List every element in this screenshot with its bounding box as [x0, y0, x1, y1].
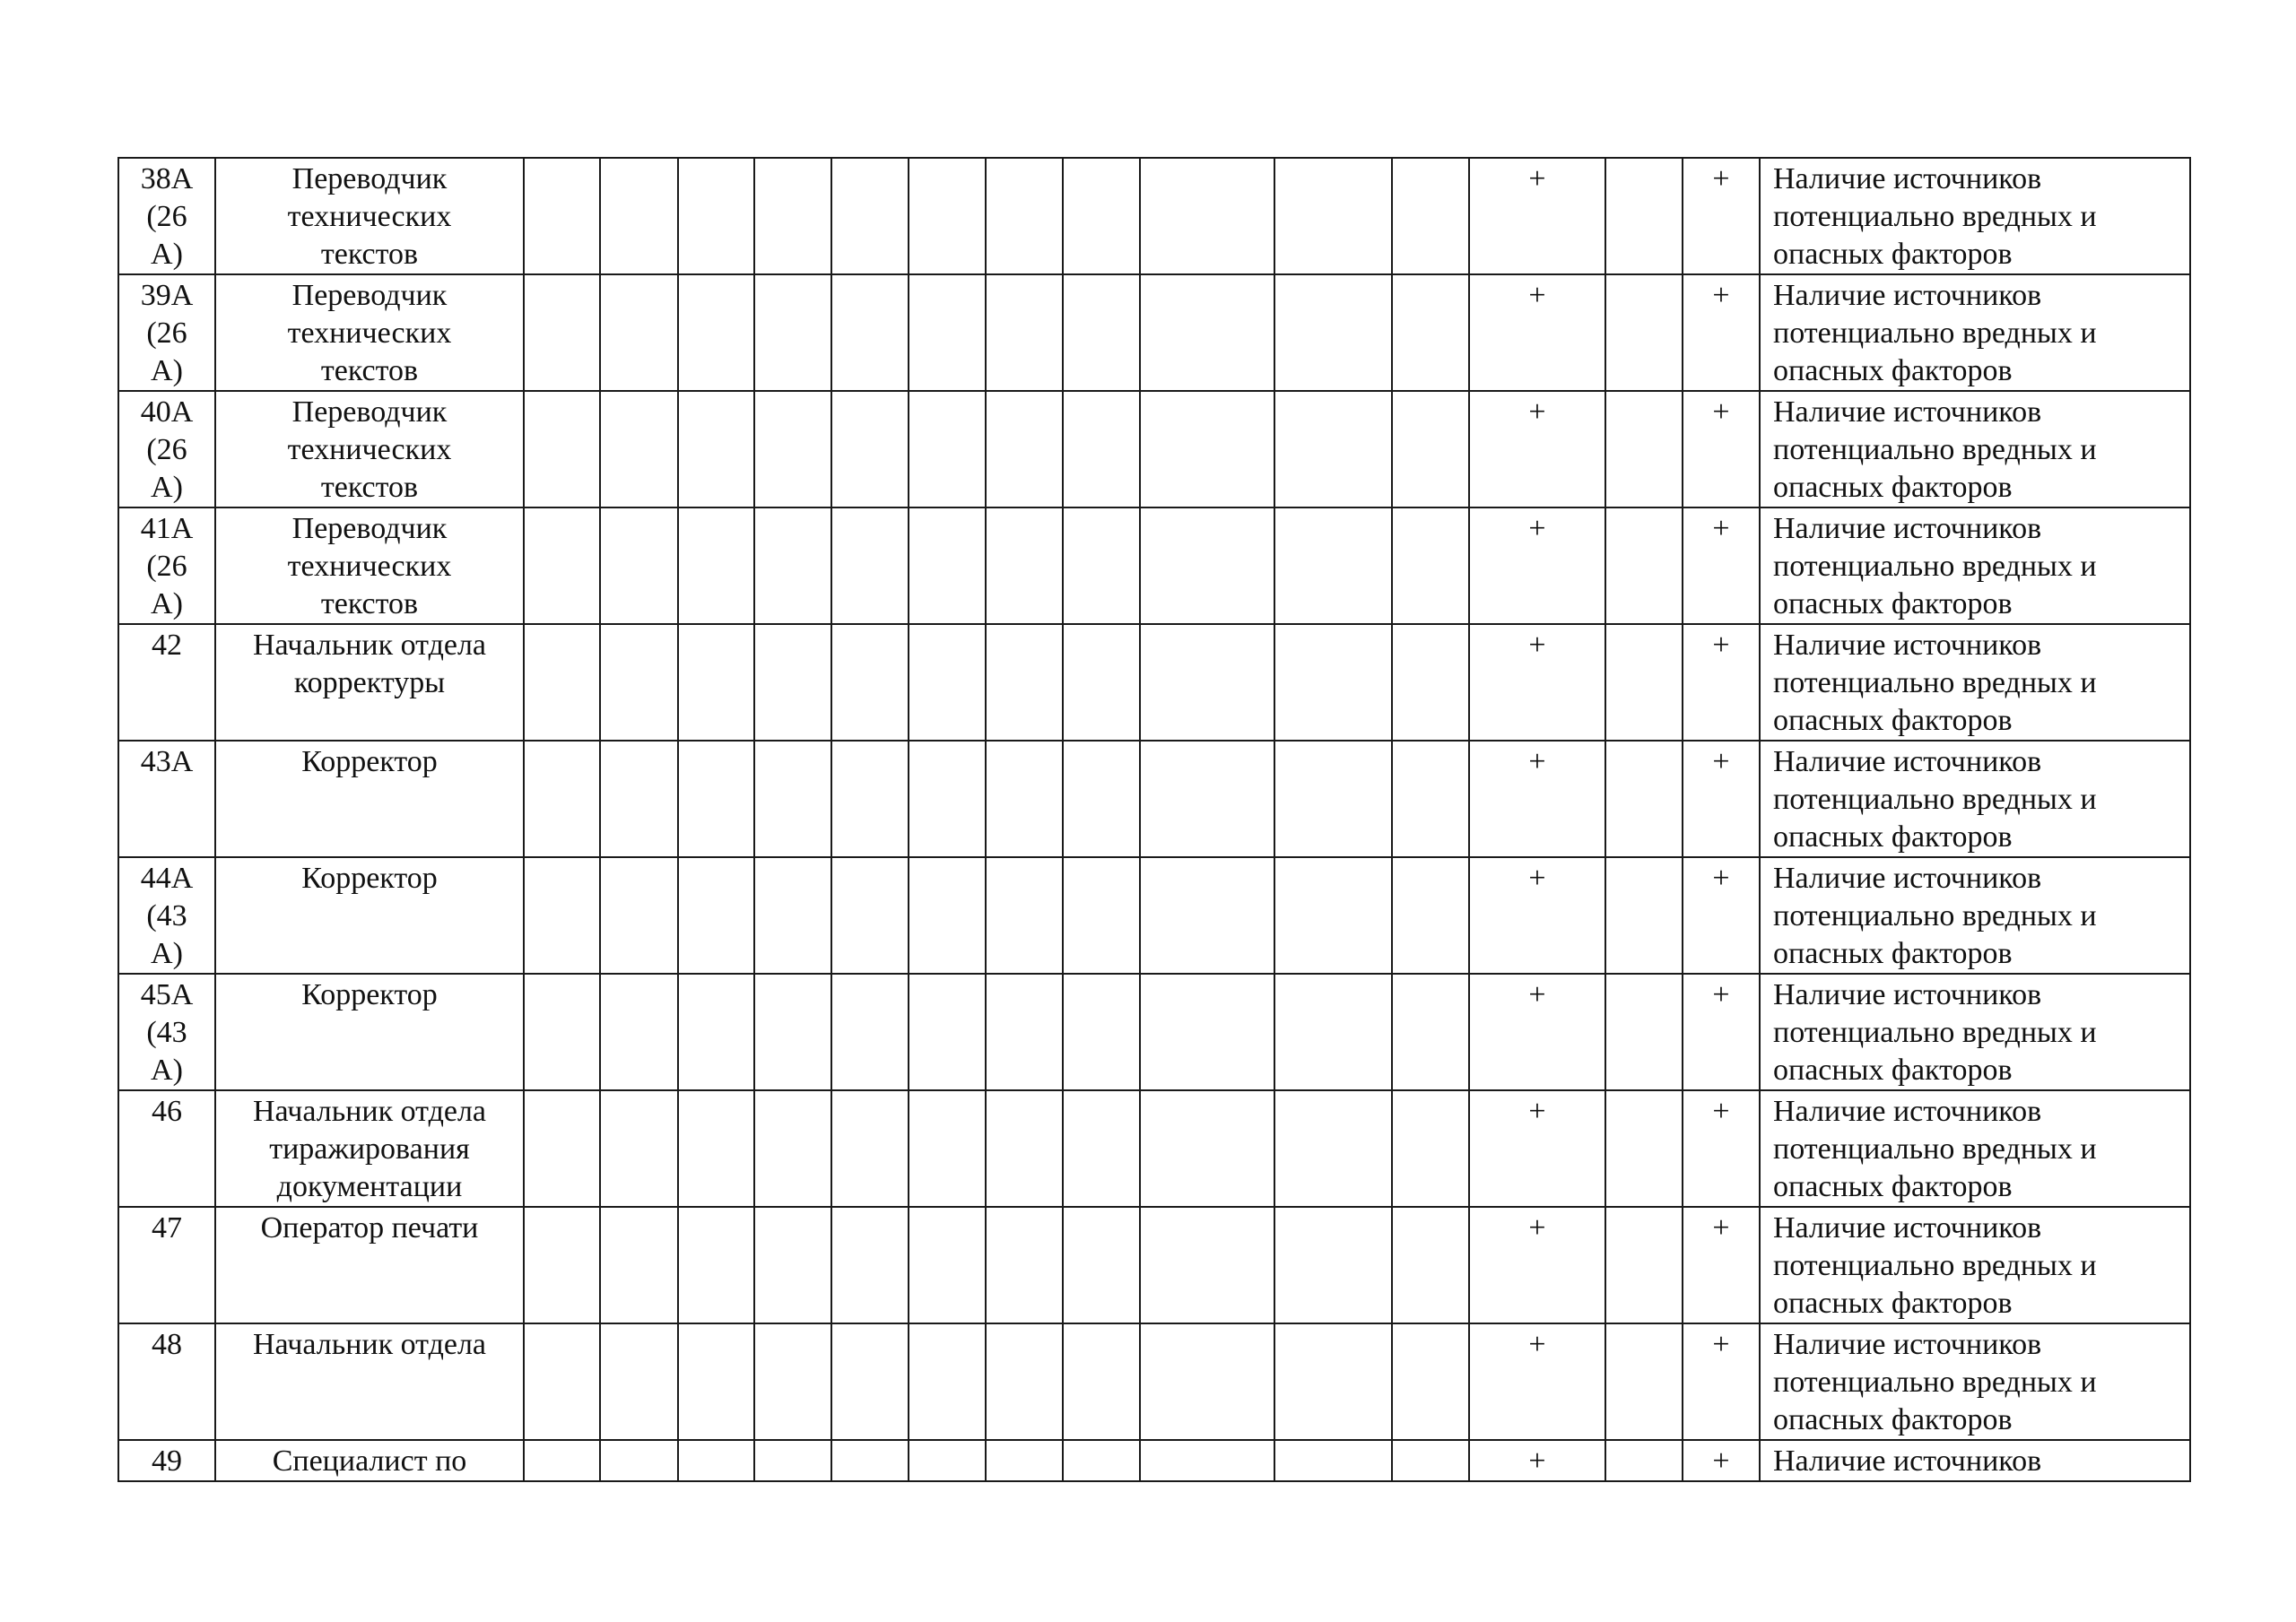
empty-cell — [1392, 1323, 1469, 1440]
mark-cell-text: + — [1528, 745, 1546, 778]
position-cell — [215, 624, 524, 741]
empty-cell — [1392, 1207, 1469, 1323]
empty-cell — [1605, 1207, 1683, 1323]
empty-cell — [1274, 857, 1392, 974]
table-row — [118, 158, 2190, 274]
empty-cell — [1392, 274, 1469, 391]
table-row — [118, 507, 2190, 624]
empty-cell — [754, 857, 831, 974]
mark-cell-text: + — [1712, 512, 1730, 545]
empty-cell — [600, 274, 678, 391]
mark-cell — [1469, 1090, 1605, 1207]
empty-cell — [909, 974, 986, 1090]
empty-cell — [831, 1207, 909, 1323]
row-number-cell-text: 46 — [152, 1095, 182, 1128]
empty-cell — [1605, 274, 1683, 391]
note-cell-text: Наличие источников — [1773, 1444, 2042, 1478]
empty-cell — [1274, 274, 1392, 391]
mark-cell-text: + — [1712, 1444, 1730, 1478]
empty-cell — [754, 507, 831, 624]
empty-cell — [1274, 507, 1392, 624]
note-cell-text: Наличие источников потенциально вредных и опасных факторов — [1773, 745, 2097, 854]
empty-cell — [600, 857, 678, 974]
table-row — [118, 274, 2190, 391]
note-cell — [1760, 857, 2190, 974]
empty-cell — [986, 741, 1063, 857]
empty-cell — [1140, 857, 1274, 974]
note-cell — [1760, 974, 2190, 1090]
mark-cell-text: + — [1528, 978, 1546, 1011]
position-cell-text: Переводчик технических текстов — [287, 279, 452, 387]
empty-cell — [1274, 1090, 1392, 1207]
note-cell — [1760, 274, 2190, 391]
empty-cell — [600, 158, 678, 274]
empty-cell — [1392, 741, 1469, 857]
position-cell-text: Корректор — [301, 978, 438, 1011]
empty-cell — [1392, 857, 1469, 974]
empty-cell — [1140, 1440, 1274, 1481]
empty-cell — [1140, 507, 1274, 624]
empty-cell — [754, 1207, 831, 1323]
empty-cell — [1274, 158, 1392, 274]
mark-cell — [1683, 1440, 1760, 1481]
empty-cell — [909, 158, 986, 274]
empty-cell — [831, 1440, 909, 1481]
empty-cell — [1063, 507, 1140, 624]
row-number-cell — [118, 1090, 215, 1207]
mark-cell-text: + — [1528, 862, 1546, 895]
empty-cell — [1063, 1207, 1140, 1323]
mark-cell-text: + — [1528, 1444, 1546, 1478]
note-cell — [1760, 1090, 2190, 1207]
empty-cell — [524, 391, 600, 507]
empty-cell — [1063, 274, 1140, 391]
row-number-cell — [118, 158, 215, 274]
mark-cell-text: + — [1528, 512, 1546, 545]
position-cell-text: Оператор печати — [260, 1211, 479, 1245]
empty-cell — [1063, 974, 1140, 1090]
empty-cell — [831, 507, 909, 624]
note-cell-text: Наличие источников потенциально вредных и опасных факторов — [1773, 395, 2097, 504]
mark-cell — [1469, 1323, 1605, 1440]
mark-cell-text: + — [1528, 1095, 1546, 1128]
position-cell — [215, 391, 524, 507]
empty-cell — [1605, 1440, 1683, 1481]
note-cell — [1760, 741, 2190, 857]
table-row — [118, 1090, 2190, 1207]
note-cell — [1760, 624, 2190, 741]
mark-cell — [1683, 391, 1760, 507]
position-cell — [215, 274, 524, 391]
note-cell-text: Наличие источников потенциально вредных и опасных факторов — [1773, 512, 2097, 620]
empty-cell — [1063, 624, 1140, 741]
empty-cell — [600, 1207, 678, 1323]
mark-cell — [1683, 158, 1760, 274]
empty-cell — [1605, 857, 1683, 974]
empty-cell — [909, 624, 986, 741]
mark-cell-text: + — [1712, 978, 1730, 1011]
note-cell — [1760, 391, 2190, 507]
row-number-cell-text: 41А (26 А) — [140, 512, 194, 620]
mark-cell — [1683, 857, 1760, 974]
empty-cell — [909, 741, 986, 857]
empty-cell — [986, 1090, 1063, 1207]
empty-cell — [831, 391, 909, 507]
empty-cell — [678, 507, 754, 624]
empty-cell — [600, 1090, 678, 1207]
note-cell-text: Наличие источников потенциально вредных и опасных факторов — [1773, 162, 2097, 271]
note-cell-text: Наличие источников потенциально вредных и опасных факторов — [1773, 279, 2097, 387]
empty-cell — [678, 741, 754, 857]
row-number-cell — [118, 624, 215, 741]
note-cell — [1760, 1207, 2190, 1323]
empty-cell — [831, 857, 909, 974]
position-cell — [215, 741, 524, 857]
position-cell-text: Специалист по — [272, 1444, 467, 1478]
table-row — [118, 1207, 2190, 1323]
row-number-cell — [118, 1323, 215, 1440]
empty-cell — [1605, 391, 1683, 507]
row-number-cell — [118, 1207, 215, 1323]
empty-cell — [524, 1090, 600, 1207]
empty-cell — [678, 624, 754, 741]
empty-cell — [831, 974, 909, 1090]
empty-cell — [1605, 1090, 1683, 1207]
empty-cell — [524, 1207, 600, 1323]
empty-cell — [678, 1090, 754, 1207]
empty-cell — [909, 507, 986, 624]
position-cell-text: Начальник отдела корректуры — [252, 629, 487, 699]
empty-cell — [1274, 741, 1392, 857]
empty-cell — [1140, 1090, 1274, 1207]
note-cell-text: Наличие источников потенциально вредных и опасных факторов — [1773, 629, 2097, 737]
row-number-cell-text: 43А — [140, 745, 194, 778]
row-number-cell-text: 49 — [152, 1444, 182, 1478]
empty-cell — [1063, 158, 1140, 274]
empty-cell — [909, 1207, 986, 1323]
empty-cell — [1274, 974, 1392, 1090]
mark-cell — [1469, 624, 1605, 741]
row-number-cell-text: 47 — [152, 1211, 182, 1245]
mark-cell — [1469, 391, 1605, 507]
row-number-cell-text: 44А (43 А) — [140, 862, 194, 970]
empty-cell — [986, 1440, 1063, 1481]
empty-cell — [1605, 741, 1683, 857]
row-number-cell — [118, 974, 215, 1090]
empty-cell — [524, 158, 600, 274]
empty-cell — [754, 1323, 831, 1440]
mark-cell — [1469, 274, 1605, 391]
empty-cell — [909, 1323, 986, 1440]
mark-cell-text: + — [1712, 1211, 1730, 1245]
empty-cell — [1392, 624, 1469, 741]
row-number-cell-text: 45А (43 А) — [140, 978, 194, 1087]
empty-cell — [831, 158, 909, 274]
empty-cell — [1605, 974, 1683, 1090]
empty-cell — [678, 857, 754, 974]
mark-cell-text: + — [1712, 1328, 1730, 1361]
position-cell — [215, 1090, 524, 1207]
mark-cell-text: + — [1528, 1211, 1546, 1245]
empty-cell — [1274, 1440, 1392, 1481]
empty-cell — [678, 158, 754, 274]
table-row — [118, 741, 2190, 857]
empty-cell — [1140, 1207, 1274, 1323]
empty-cell — [754, 624, 831, 741]
empty-cell — [1063, 391, 1140, 507]
mark-cell — [1469, 507, 1605, 624]
empty-cell — [524, 857, 600, 974]
mark-cell-text: + — [1528, 629, 1546, 662]
mark-cell-text: + — [1712, 395, 1730, 429]
empty-cell — [754, 1090, 831, 1207]
mark-cell — [1683, 274, 1760, 391]
empty-cell — [754, 1440, 831, 1481]
empty-cell — [524, 507, 600, 624]
empty-cell — [1063, 741, 1140, 857]
empty-cell — [678, 1440, 754, 1481]
empty-cell — [678, 974, 754, 1090]
note-cell-text: Наличие источников потенциально вредных и опасных факторов — [1773, 1328, 2097, 1436]
work-conditions-table — [117, 157, 2191, 1482]
mark-cell — [1683, 1090, 1760, 1207]
row-number-cell — [118, 391, 215, 507]
note-cell — [1760, 1440, 2190, 1481]
mark-cell — [1469, 741, 1605, 857]
empty-cell — [524, 974, 600, 1090]
note-cell-text: Наличие источников потенциально вредных и опасных факторов — [1773, 1211, 2097, 1320]
note-cell — [1760, 1323, 2190, 1440]
empty-cell — [524, 741, 600, 857]
empty-cell — [986, 974, 1063, 1090]
empty-cell — [1063, 1090, 1140, 1207]
empty-cell — [1140, 624, 1274, 741]
empty-cell — [986, 857, 1063, 974]
empty-cell — [909, 1090, 986, 1207]
empty-cell — [1392, 391, 1469, 507]
empty-cell — [986, 624, 1063, 741]
row-number-cell — [118, 741, 215, 857]
empty-cell — [678, 274, 754, 391]
empty-cell — [754, 391, 831, 507]
empty-cell — [1392, 1440, 1469, 1481]
row-number-cell — [118, 507, 215, 624]
position-cell-text: Переводчик технических текстов — [287, 395, 452, 504]
position-cell-text: Переводчик технических текстов — [287, 512, 452, 620]
row-number-cell-text: 39А (26 А) — [140, 279, 194, 387]
position-cell — [215, 507, 524, 624]
empty-cell — [986, 274, 1063, 391]
empty-cell — [754, 974, 831, 1090]
mark-cell-text: + — [1528, 1328, 1546, 1361]
row-number-cell-text: 38А (26 А) — [140, 162, 194, 271]
mark-cell-text: + — [1712, 745, 1730, 778]
table-row — [118, 974, 2190, 1090]
empty-cell — [831, 741, 909, 857]
mark-cell — [1683, 1323, 1760, 1440]
table-row — [118, 624, 2190, 741]
empty-cell — [831, 274, 909, 391]
position-cell-text: Корректор — [301, 862, 438, 895]
mark-cell-text: + — [1712, 162, 1730, 195]
note-cell — [1760, 158, 2190, 274]
empty-cell — [524, 274, 600, 391]
empty-cell — [1140, 741, 1274, 857]
empty-cell — [524, 1440, 600, 1481]
mark-cell — [1683, 741, 1760, 857]
mark-cell-text: + — [1528, 162, 1546, 195]
mark-cell-text: + — [1528, 279, 1546, 312]
empty-cell — [1392, 507, 1469, 624]
row-number-cell — [118, 274, 215, 391]
empty-cell — [1605, 158, 1683, 274]
empty-cell — [754, 274, 831, 391]
empty-cell — [1140, 1323, 1274, 1440]
mark-cell-text: + — [1712, 1095, 1730, 1128]
row-number-cell — [118, 857, 215, 974]
empty-cell — [1392, 1090, 1469, 1207]
empty-cell — [524, 1323, 600, 1440]
row-number-cell-text: 40А (26 А) — [140, 395, 194, 504]
position-cell — [215, 1440, 524, 1481]
empty-cell — [600, 741, 678, 857]
empty-cell — [909, 1440, 986, 1481]
position-cell — [215, 158, 524, 274]
row-number-cell-text: 48 — [152, 1328, 182, 1361]
empty-cell — [831, 1090, 909, 1207]
empty-cell — [1140, 391, 1274, 507]
mark-cell — [1469, 1207, 1605, 1323]
empty-cell — [986, 1323, 1063, 1440]
empty-cell — [909, 391, 986, 507]
empty-cell — [986, 158, 1063, 274]
empty-cell — [754, 158, 831, 274]
empty-cell — [1392, 158, 1469, 274]
empty-cell — [909, 857, 986, 974]
empty-cell — [1274, 624, 1392, 741]
note-cell-text: Наличие источников потенциально вредных и опасных факторов — [1773, 978, 2097, 1087]
note-cell-text: Наличие источников потенциально вредных и опасных факторов — [1773, 1095, 2097, 1203]
table-row — [118, 1440, 2190, 1481]
empty-cell — [1140, 274, 1274, 391]
position-cell-text: Начальник отдела тиражирования документации — [252, 1095, 487, 1203]
empty-cell — [1605, 507, 1683, 624]
empty-cell — [909, 274, 986, 391]
mark-cell — [1469, 857, 1605, 974]
row-number-cell — [118, 1440, 215, 1481]
mark-cell-text: + — [1712, 862, 1730, 895]
empty-cell — [1274, 1323, 1392, 1440]
empty-cell — [678, 1207, 754, 1323]
empty-cell — [1605, 624, 1683, 741]
empty-cell — [1605, 1323, 1683, 1440]
mark-cell — [1683, 1207, 1760, 1323]
empty-cell — [600, 507, 678, 624]
position-cell-text: Корректор — [301, 745, 438, 778]
empty-cell — [1392, 974, 1469, 1090]
mark-cell — [1469, 974, 1605, 1090]
row-number-cell-text: 42 — [152, 629, 182, 662]
empty-cell — [831, 1323, 909, 1440]
position-cell — [215, 1323, 524, 1440]
mark-cell-text: + — [1712, 279, 1730, 312]
empty-cell — [1063, 1323, 1140, 1440]
note-cell — [1760, 507, 2190, 624]
table-row — [118, 1323, 2190, 1440]
empty-cell — [1063, 1440, 1140, 1481]
empty-cell — [600, 624, 678, 741]
mark-cell — [1469, 158, 1605, 274]
mark-cell — [1683, 974, 1760, 1090]
empty-cell — [1063, 857, 1140, 974]
position-cell — [215, 857, 524, 974]
position-cell — [215, 974, 524, 1090]
empty-cell — [678, 1323, 754, 1440]
empty-cell — [1274, 1207, 1392, 1323]
empty-cell — [1274, 391, 1392, 507]
mark-cell-text: + — [1712, 629, 1730, 662]
empty-cell — [524, 624, 600, 741]
empty-cell — [678, 391, 754, 507]
empty-cell — [986, 507, 1063, 624]
empty-cell — [600, 1323, 678, 1440]
mark-cell — [1469, 1440, 1605, 1481]
empty-cell — [600, 391, 678, 507]
table-row — [118, 391, 2190, 507]
position-cell-text: Переводчик технических текстов — [287, 162, 452, 271]
empty-cell — [1140, 158, 1274, 274]
empty-cell — [986, 1207, 1063, 1323]
empty-cell — [986, 391, 1063, 507]
empty-cell — [1140, 974, 1274, 1090]
empty-cell — [600, 1440, 678, 1481]
mark-cell — [1683, 507, 1760, 624]
mark-cell — [1683, 624, 1760, 741]
empty-cell — [831, 624, 909, 741]
note-cell-text: Наличие источников потенциально вредных и опасных факторов — [1773, 862, 2097, 970]
position-cell — [215, 1207, 524, 1323]
empty-cell — [600, 974, 678, 1090]
table-row — [118, 857, 2190, 974]
position-cell-text: Начальник отдела — [252, 1328, 487, 1361]
empty-cell — [754, 741, 831, 857]
mark-cell-text: + — [1528, 395, 1546, 429]
